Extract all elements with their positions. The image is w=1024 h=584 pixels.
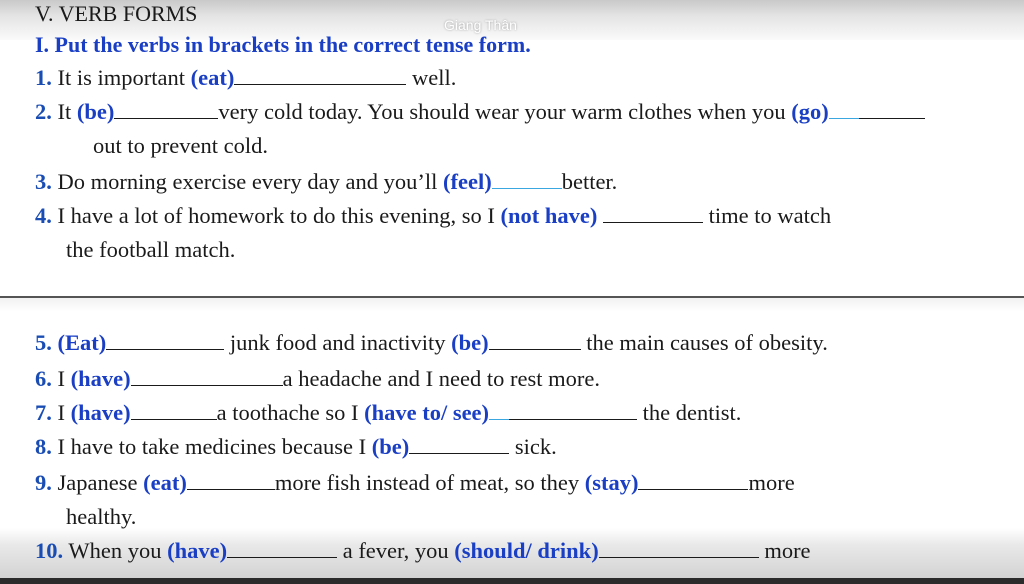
section-title: V. VERB FORMS xyxy=(35,1,198,26)
question-3: 3. Do morning exercise every day and you’ll (feel) better. xyxy=(35,169,618,194)
answer-blank[interactable] xyxy=(492,168,562,189)
question-8: 8. I have to take medicines because I (be) sick. xyxy=(35,434,557,459)
answer-blank[interactable] xyxy=(106,329,224,350)
verb-cue: (have) xyxy=(167,538,228,563)
question-number: 3. xyxy=(35,169,52,194)
question-number: 9. xyxy=(35,470,52,495)
question-5: 5. (Eat) junk food and inactivity (be) the main causes of obesity. xyxy=(35,330,828,355)
question-number: 7. xyxy=(35,400,52,425)
answer-blank[interactable] xyxy=(603,202,703,223)
verb-cue: (not have) xyxy=(500,203,598,228)
answer-blank[interactable] xyxy=(829,98,859,119)
answer-blank-cont[interactable] xyxy=(859,98,925,119)
verb-cue: (have) xyxy=(70,366,131,391)
question-number: 1. xyxy=(35,65,52,90)
answer-blank-cont[interactable] xyxy=(509,399,637,420)
question-number: 8. xyxy=(35,434,52,459)
verb-cue: (be) xyxy=(451,330,489,355)
answer-blank[interactable] xyxy=(599,537,759,558)
question-number: 6. xyxy=(35,366,52,391)
answer-blank[interactable] xyxy=(187,469,275,490)
answer-blank[interactable] xyxy=(114,98,218,119)
question-number: 2. xyxy=(35,99,52,124)
verb-cue: (have) xyxy=(70,400,131,425)
answer-blank[interactable] xyxy=(489,329,581,350)
verb-cue: (be) xyxy=(371,434,410,459)
question-7: 7. I (have) a toothache so I (have to/ see) the dentist. xyxy=(35,400,742,425)
question-10: 10. When you (have) a fever, you (should/ drink) more xyxy=(35,538,811,563)
divider-shadow xyxy=(0,298,1024,312)
question-number: 5. xyxy=(35,330,52,355)
answer-blank[interactable] xyxy=(227,537,337,558)
question-4-cont: the football match. xyxy=(66,237,236,262)
question-number: 10. xyxy=(35,538,64,563)
verb-cue: (feel) xyxy=(443,169,492,194)
verb-cue: (have to/ see) xyxy=(364,400,490,425)
answer-blank[interactable] xyxy=(131,365,283,386)
answer-blank[interactable] xyxy=(409,433,509,454)
question-number: 4. xyxy=(35,203,52,228)
verb-cue: (be) xyxy=(76,99,115,124)
verb-cue: (stay) xyxy=(584,470,639,495)
question-1: 1. It is important (eat) well. xyxy=(35,65,457,90)
question-9-cont: healthy. xyxy=(66,504,137,529)
watermark: Giang Thân xyxy=(444,17,517,33)
verb-cue: (go) xyxy=(791,99,829,124)
verb-cue: (Eat) xyxy=(57,330,107,355)
instruction: I. Put the verbs in brackets in the correct tense form. xyxy=(35,32,531,57)
verb-cue: (eat) xyxy=(143,470,187,495)
question-2-cont: out to prevent cold. xyxy=(93,133,268,158)
question-2: 2. It (be) very cold today. You should wear your warm clothes when you (go) xyxy=(35,98,925,126)
question-4: 4. I have a lot of homework to do this evening, so I (not have) time to watch xyxy=(35,203,832,228)
question-6: 6. I (have) a headache and I need to rest more. xyxy=(35,366,600,391)
question-9: 9. Japanese (eat) more fish instead of meat, so they (stay) more xyxy=(35,470,795,495)
bottom-edge xyxy=(0,578,1024,584)
verb-cue: (eat) xyxy=(190,65,235,90)
answer-blank[interactable] xyxy=(638,469,748,490)
answer-blank[interactable] xyxy=(234,64,406,85)
answer-blank[interactable] xyxy=(489,399,509,420)
verb-cue: (should/ drink) xyxy=(454,538,599,563)
answer-blank[interactable] xyxy=(131,399,217,420)
